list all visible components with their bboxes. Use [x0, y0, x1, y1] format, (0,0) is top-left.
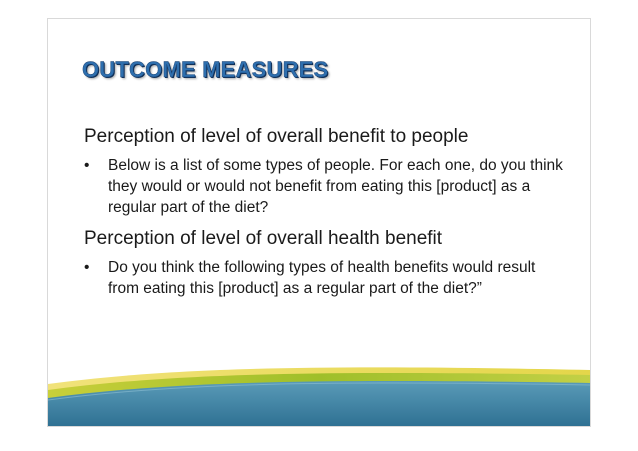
bullet-text: Do you think the following types of health benefits would result from eating this [product] as a regular part of the diet?”	[108, 259, 536, 297]
bullet-item	[84, 257, 564, 299]
bullet-icon: •	[84, 157, 90, 174]
bullet-text: Below is a list of some types of people. For each one, do you think they would or would not benefit from eating this [product] as a regular part of the diet?	[108, 157, 563, 216]
bullet-icon: •	[84, 259, 90, 276]
section-heading-people: Perception of level of overall benefit to people	[84, 126, 469, 147]
section-heading-health: Perception of level of overall health benefit	[84, 228, 443, 249]
bullet-item	[84, 155, 564, 218]
slide-content	[84, 125, 564, 299]
slide	[47, 18, 591, 427]
decorative-wave-footer	[48, 362, 591, 426]
slide-title: OUTCOME MEASURES	[82, 57, 329, 82]
